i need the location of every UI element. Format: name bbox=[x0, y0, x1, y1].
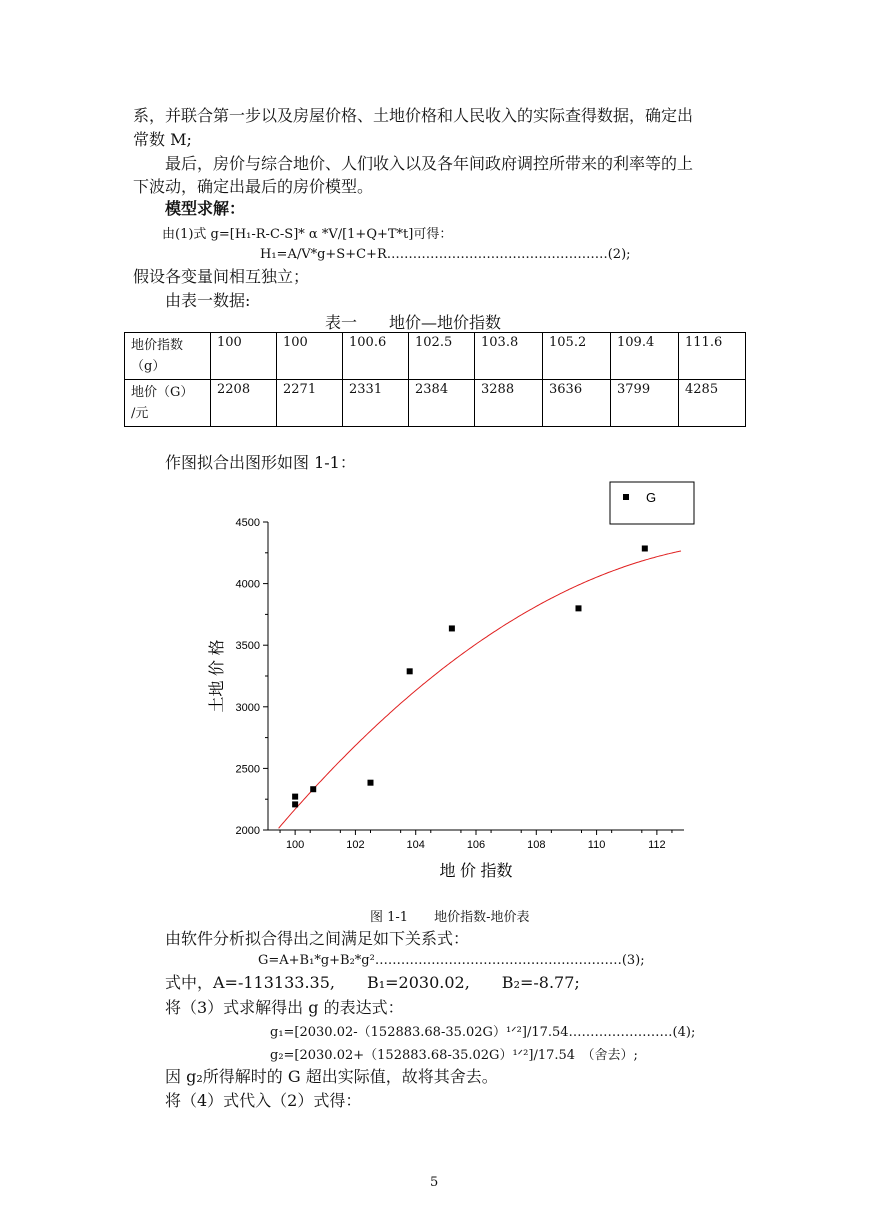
paragraph-line: 下波动，确定出最后的房价模型。 bbox=[133, 177, 374, 196]
x-axis-label: 地 价 指数 bbox=[439, 863, 513, 880]
data-point bbox=[367, 780, 373, 786]
table-cell: 2331 bbox=[343, 380, 409, 427]
y-tick-label: 2500 bbox=[235, 763, 260, 776]
data-point bbox=[642, 545, 648, 551]
y-tick-label: 3000 bbox=[235, 701, 260, 714]
table-cell: 109.4 bbox=[611, 333, 679, 380]
data-point bbox=[292, 801, 298, 807]
x-tick-label: 102 bbox=[346, 839, 365, 851]
row-header: 地价指数 （g） bbox=[125, 333, 211, 380]
table-cell: 3636 bbox=[543, 380, 611, 427]
figure-caption: 图 1-1 地价指数-地价表 bbox=[370, 910, 530, 925]
section-heading: 模型求解： bbox=[165, 199, 246, 218]
equation-g2: g₂=[2030.02+（152883.68-35.02G）¹ᐟ²]/17.54 （舍去）; bbox=[270, 1048, 638, 1063]
table-cell: 103.8 bbox=[475, 333, 543, 380]
paragraph-line: 因 g₂所得解时的 G 超出实际值，故将其舍去。 bbox=[165, 1067, 498, 1086]
equation-2: H₁=A/V*g+S+C+R……………………………………………(2); bbox=[260, 247, 631, 262]
y-tick-label: 4500 bbox=[235, 517, 260, 529]
equation-coefficients: 式中，A=-113133.35, B₁=2030.02, B₂=-8.77; bbox=[165, 973, 580, 992]
table-cell: 105.2 bbox=[543, 333, 611, 380]
table-caption: 表一 地价—地价指数 bbox=[325, 313, 502, 332]
table-cell: 2208 bbox=[211, 380, 277, 427]
legend-marker bbox=[623, 494, 629, 500]
table-cell: 100 bbox=[211, 333, 277, 380]
x-tick-label: 110 bbox=[587, 839, 606, 851]
equation-4: g₁=[2030.02-（152883.68-35.02G）¹ᐟ²]/17.54……………………(4); bbox=[270, 1025, 696, 1040]
table-cell: 111.6 bbox=[679, 333, 746, 380]
paragraph-line: 将（3）式求解得出 g 的表达式： bbox=[165, 998, 404, 1017]
paragraph-line: 常数 M; bbox=[133, 130, 192, 149]
equation-3: G=A+B₁*g+B₂*g²…………………………………………………(3); bbox=[258, 953, 645, 968]
y-tick-label: 3500 bbox=[235, 640, 260, 653]
paragraph-line: 将（4）式代入（2）式得： bbox=[165, 1091, 362, 1110]
fit-curve bbox=[279, 551, 681, 828]
row-header: 地价（G） /元 bbox=[125, 380, 211, 427]
table-cell: 102.5 bbox=[409, 333, 475, 380]
table-cell: 2384 bbox=[409, 380, 475, 427]
table-cell: 3288 bbox=[475, 380, 543, 427]
paragraph-line: 由软件分析拟合得出之间满足如下关系式： bbox=[165, 929, 470, 948]
paragraph-line: 最后，房价与综合地价、人们收入以及各年间政府调控所带来的利率等的上 bbox=[165, 154, 694, 173]
paragraph-line: 由表一数据: bbox=[165, 291, 251, 310]
table-cell: 3799 bbox=[611, 380, 679, 427]
legend-label: G bbox=[646, 490, 657, 505]
x-tick-label: 100 bbox=[285, 839, 305, 851]
data-point bbox=[575, 605, 581, 611]
x-tick-label: 108 bbox=[527, 839, 546, 851]
data-point bbox=[407, 668, 413, 674]
paragraph-line: 系，并联合第一步以及房屋价格、土地价格和人民收入的实际查得数据，确定出 bbox=[133, 106, 694, 125]
data-point bbox=[292, 794, 298, 800]
equation-1: 由(1)式 g=[H₁-R-C-S]* α *V/[1+Q+T*t]可得： bbox=[162, 227, 453, 242]
data-point bbox=[310, 786, 316, 792]
table-cell: 100 bbox=[277, 333, 343, 380]
y-tick-label: 4000 bbox=[235, 578, 260, 591]
y-tick-label: 2000 bbox=[235, 825, 260, 837]
table-cell: 2271 bbox=[277, 380, 343, 427]
y-axis-label: 土地 价 格 bbox=[209, 639, 226, 713]
x-tick-label: 104 bbox=[406, 839, 425, 851]
x-tick-label: 106 bbox=[466, 839, 486, 851]
figure-intro: 作图拟合出图形如图 1-1： bbox=[165, 453, 356, 472]
table-cell: 4285 bbox=[679, 380, 746, 427]
page-number: 5 bbox=[430, 1175, 439, 1190]
x-tick-label: 112 bbox=[648, 839, 666, 851]
table-cell: 100.6 bbox=[343, 333, 409, 380]
data-point bbox=[449, 625, 455, 631]
paragraph-line: 假设各变量间相互独立； bbox=[133, 267, 310, 286]
